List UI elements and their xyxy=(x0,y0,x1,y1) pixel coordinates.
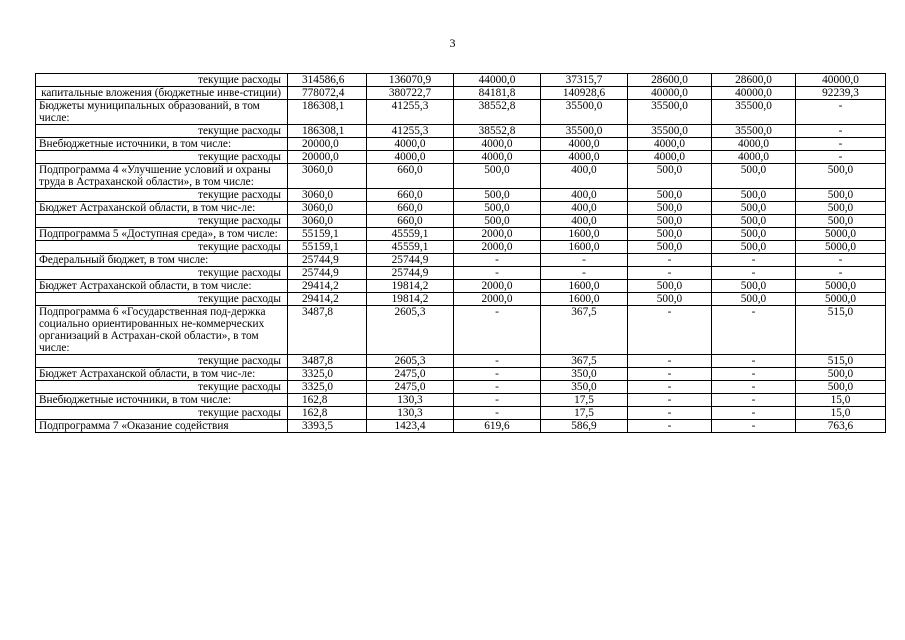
table-row xyxy=(36,368,886,381)
row-label: текущие расходы xyxy=(36,267,288,280)
value-cell: 186308,1 xyxy=(288,100,367,125)
value-cell: 660,0 xyxy=(367,189,454,202)
table-row xyxy=(36,74,886,87)
value-cell: 20000,0 xyxy=(288,151,367,164)
value-cell: 136070,9 xyxy=(367,74,454,87)
value-cell: 55159,1 xyxy=(288,241,367,254)
value-cell: 400,0 xyxy=(541,202,628,215)
value-cell: 19814,2 xyxy=(367,280,454,293)
value-cell: - xyxy=(628,407,712,420)
value-cell: 130,3 xyxy=(367,407,454,420)
value-cell: - xyxy=(628,267,712,280)
value-cell: 778072,4 xyxy=(288,87,367,100)
row-label: текущие расходы xyxy=(36,215,288,228)
value-cell: 500,0 xyxy=(712,215,796,228)
value-cell: 4000,0 xyxy=(454,138,541,151)
value-cell: 500,0 xyxy=(796,189,886,202)
value-cell: 25744,9 xyxy=(288,267,367,280)
row-label: Бюджет Астраханской области, в том чис-ле: xyxy=(36,202,288,215)
value-cell: 500,0 xyxy=(712,280,796,293)
value-cell: 140928,6 xyxy=(541,87,628,100)
value-cell: - xyxy=(712,420,796,433)
value-cell: 41255,3 xyxy=(367,100,454,125)
value-cell: - xyxy=(712,394,796,407)
value-cell: 41255,3 xyxy=(367,125,454,138)
value-cell: 35500,0 xyxy=(628,100,712,125)
table-row xyxy=(36,215,886,228)
value-cell: 500,0 xyxy=(796,215,886,228)
table-row xyxy=(36,280,886,293)
value-cell: 500,0 xyxy=(712,228,796,241)
value-cell: - xyxy=(628,394,712,407)
value-cell: 4000,0 xyxy=(628,151,712,164)
value-cell: - xyxy=(454,368,541,381)
row-label: текущие расходы xyxy=(36,407,288,420)
value-cell: 17,5 xyxy=(541,394,628,407)
value-cell: 5000,0 xyxy=(796,228,886,241)
table-row xyxy=(36,293,886,306)
value-cell: 2000,0 xyxy=(454,293,541,306)
value-cell: 1600,0 xyxy=(541,293,628,306)
value-cell: 500,0 xyxy=(796,202,886,215)
value-cell: 400,0 xyxy=(541,164,628,189)
value-cell: 4000,0 xyxy=(712,138,796,151)
value-cell: 4000,0 xyxy=(367,151,454,164)
value-cell: - xyxy=(454,381,541,394)
value-cell: 350,0 xyxy=(541,368,628,381)
row-label: капитальные вложения (бюджетные инве-стиции) xyxy=(36,87,288,100)
value-cell: 4000,0 xyxy=(541,151,628,164)
value-cell: - xyxy=(712,267,796,280)
value-cell: - xyxy=(628,420,712,433)
value-cell: 1600,0 xyxy=(541,280,628,293)
value-cell: - xyxy=(454,254,541,267)
table-row xyxy=(36,420,886,433)
value-cell: 400,0 xyxy=(541,215,628,228)
value-cell: 20000,0 xyxy=(288,138,367,151)
value-cell: 515,0 xyxy=(796,355,886,368)
row-label: текущие расходы xyxy=(36,189,288,202)
row-label: Внебюджетные источники, в том числе: xyxy=(36,394,288,407)
row-label: Подпрограмма 4 «Улучшение условий и охраны труда в Астраханской области», в том числе: xyxy=(36,164,288,189)
value-cell: 25744,9 xyxy=(367,267,454,280)
value-cell: 500,0 xyxy=(628,215,712,228)
value-cell: 25744,9 xyxy=(367,254,454,267)
value-cell: 3325,0 xyxy=(288,368,367,381)
row-label: текущие расходы xyxy=(36,381,288,394)
row-label: текущие расходы xyxy=(36,355,288,368)
value-cell: 1600,0 xyxy=(541,228,628,241)
table-row xyxy=(36,381,886,394)
value-cell: - xyxy=(454,394,541,407)
row-label: текущие расходы xyxy=(36,125,288,138)
value-cell: 5000,0 xyxy=(796,280,886,293)
value-cell: 2000,0 xyxy=(454,280,541,293)
value-cell: 500,0 xyxy=(712,164,796,189)
value-cell: 2000,0 xyxy=(454,241,541,254)
value-cell: 25744,9 xyxy=(288,254,367,267)
value-cell: - xyxy=(712,368,796,381)
value-cell: 40000,0 xyxy=(796,74,886,87)
value-cell: - xyxy=(454,267,541,280)
table-row xyxy=(36,254,886,267)
page-number: 3 xyxy=(449,36,456,50)
value-cell: - xyxy=(454,407,541,420)
value-cell: 4000,0 xyxy=(454,151,541,164)
value-cell: 500,0 xyxy=(454,202,541,215)
value-cell: 1600,0 xyxy=(541,241,628,254)
table-row xyxy=(36,241,886,254)
value-cell: 350,0 xyxy=(541,381,628,394)
value-cell: 4000,0 xyxy=(367,138,454,151)
value-cell: 500,0 xyxy=(628,189,712,202)
value-cell: 500,0 xyxy=(628,293,712,306)
table-row xyxy=(36,125,886,138)
value-cell: - xyxy=(796,151,886,164)
value-cell: - xyxy=(628,355,712,368)
value-cell: 35500,0 xyxy=(712,100,796,125)
value-cell: 4000,0 xyxy=(628,138,712,151)
value-cell: 619,6 xyxy=(454,420,541,433)
value-cell: 37315,7 xyxy=(541,74,628,87)
value-cell: 500,0 xyxy=(454,189,541,202)
value-cell: - xyxy=(796,267,886,280)
row-label: Подпрограмма 7 «Оказание содействия xyxy=(36,420,288,433)
value-cell: - xyxy=(712,306,796,355)
table-row xyxy=(36,151,886,164)
table-row xyxy=(36,87,886,100)
value-cell: 500,0 xyxy=(628,202,712,215)
value-cell: 3325,0 xyxy=(288,381,367,394)
value-cell: 660,0 xyxy=(367,202,454,215)
value-cell: 15,0 xyxy=(796,407,886,420)
value-cell: 186308,1 xyxy=(288,125,367,138)
table-row xyxy=(36,306,886,355)
value-cell: 500,0 xyxy=(712,241,796,254)
value-cell: 660,0 xyxy=(367,215,454,228)
value-cell: 3487,8 xyxy=(288,306,367,355)
row-label: текущие расходы xyxy=(36,241,288,254)
value-cell: 38552,8 xyxy=(454,100,541,125)
value-cell: 4000,0 xyxy=(541,138,628,151)
row-label: Внебюджетные источники, в том числе: xyxy=(36,138,288,151)
value-cell: 29414,2 xyxy=(288,280,367,293)
value-cell: 500,0 xyxy=(628,164,712,189)
row-label: Подпрограмма 5 «Доступная среда», в том числе: xyxy=(36,228,288,241)
value-cell: 586,9 xyxy=(541,420,628,433)
value-cell: 45559,1 xyxy=(367,241,454,254)
value-cell: 45559,1 xyxy=(367,228,454,241)
value-cell: - xyxy=(628,254,712,267)
value-cell: 3060,0 xyxy=(288,202,367,215)
value-cell: - xyxy=(712,254,796,267)
value-cell: 500,0 xyxy=(796,368,886,381)
value-cell: 29414,2 xyxy=(288,293,367,306)
value-cell: 3060,0 xyxy=(288,164,367,189)
table-row xyxy=(36,394,886,407)
value-cell: 500,0 xyxy=(796,381,886,394)
value-cell: 2000,0 xyxy=(454,228,541,241)
value-cell: - xyxy=(796,100,886,125)
value-cell: - xyxy=(628,306,712,355)
value-cell: 162,8 xyxy=(288,394,367,407)
value-cell: 5000,0 xyxy=(796,293,886,306)
value-cell: 400,0 xyxy=(541,189,628,202)
value-cell: 367,5 xyxy=(541,306,628,355)
value-cell: 55159,1 xyxy=(288,228,367,241)
value-cell: 2475,0 xyxy=(367,368,454,381)
value-cell: 500,0 xyxy=(712,189,796,202)
row-label: текущие расходы xyxy=(36,293,288,306)
value-cell: - xyxy=(541,267,628,280)
value-cell: 35500,0 xyxy=(541,100,628,125)
value-cell: - xyxy=(712,407,796,420)
value-cell: - xyxy=(541,254,628,267)
value-cell: 660,0 xyxy=(367,164,454,189)
value-cell: 2475,0 xyxy=(367,381,454,394)
row-label: Федеральный бюджет, в том числе: xyxy=(36,254,288,267)
value-cell: 3487,8 xyxy=(288,355,367,368)
table-row xyxy=(36,355,886,368)
value-cell: - xyxy=(454,355,541,368)
value-cell: 92239,3 xyxy=(796,87,886,100)
value-cell: 2605,3 xyxy=(367,306,454,355)
value-cell: 38552,8 xyxy=(454,125,541,138)
table-body xyxy=(36,74,886,433)
value-cell: - xyxy=(454,306,541,355)
row-label: Бюджет Астраханской области, в том чис-ле: xyxy=(36,368,288,381)
row-label: Бюджеты муниципальных образований, в том числе: xyxy=(36,100,288,125)
value-cell: 515,0 xyxy=(796,306,886,355)
value-cell: 1423,4 xyxy=(367,420,454,433)
row-label: текущие расходы xyxy=(36,74,288,87)
value-cell: 40000,0 xyxy=(628,87,712,100)
table-row xyxy=(36,202,886,215)
value-cell: 35500,0 xyxy=(712,125,796,138)
value-cell: 314586,6 xyxy=(288,74,367,87)
value-cell: - xyxy=(628,368,712,381)
value-cell: 130,3 xyxy=(367,394,454,407)
value-cell: 500,0 xyxy=(712,293,796,306)
table-row xyxy=(36,228,886,241)
value-cell: 2605,3 xyxy=(367,355,454,368)
value-cell: 763,6 xyxy=(796,420,886,433)
budget-table xyxy=(35,73,886,433)
value-cell: 500,0 xyxy=(628,241,712,254)
value-cell: 40000,0 xyxy=(712,87,796,100)
table-row xyxy=(36,407,886,420)
value-cell: 28600,0 xyxy=(712,74,796,87)
value-cell: - xyxy=(796,138,886,151)
value-cell: - xyxy=(796,254,886,267)
value-cell: 28600,0 xyxy=(628,74,712,87)
value-cell: 3060,0 xyxy=(288,215,367,228)
value-cell: 4000,0 xyxy=(712,151,796,164)
value-cell: 500,0 xyxy=(454,215,541,228)
value-cell: 500,0 xyxy=(454,164,541,189)
value-cell: 500,0 xyxy=(628,280,712,293)
table-row xyxy=(36,138,886,151)
value-cell: 84181,8 xyxy=(454,87,541,100)
value-cell: 44000,0 xyxy=(454,74,541,87)
value-cell: 3393,5 xyxy=(288,420,367,433)
row-label: Подпрограмма 6 «Государственная под-держка социально ориентированных не-коммерческих организаций в Астрахан-ской области», в том числе: xyxy=(36,306,288,355)
table-row xyxy=(36,189,886,202)
value-cell: - xyxy=(796,125,886,138)
value-cell: 3060,0 xyxy=(288,189,367,202)
row-label: текущие расходы xyxy=(36,151,288,164)
value-cell: 367,5 xyxy=(541,355,628,368)
value-cell: - xyxy=(712,381,796,394)
row-label: Бюджет Астраханской области, в том числе: xyxy=(36,280,288,293)
value-cell: 19814,2 xyxy=(367,293,454,306)
table-row xyxy=(36,267,886,280)
value-cell: 35500,0 xyxy=(628,125,712,138)
value-cell: 162,8 xyxy=(288,407,367,420)
table-row xyxy=(36,100,886,125)
value-cell: 500,0 xyxy=(628,228,712,241)
value-cell: 380722,7 xyxy=(367,87,454,100)
value-cell: 17,5 xyxy=(541,407,628,420)
value-cell: 500,0 xyxy=(796,164,886,189)
value-cell: 5000,0 xyxy=(796,241,886,254)
value-cell: 500,0 xyxy=(712,202,796,215)
value-cell: - xyxy=(712,355,796,368)
value-cell: 15,0 xyxy=(796,394,886,407)
value-cell: - xyxy=(628,381,712,394)
value-cell: 35500,0 xyxy=(541,125,628,138)
table-row xyxy=(36,164,886,189)
